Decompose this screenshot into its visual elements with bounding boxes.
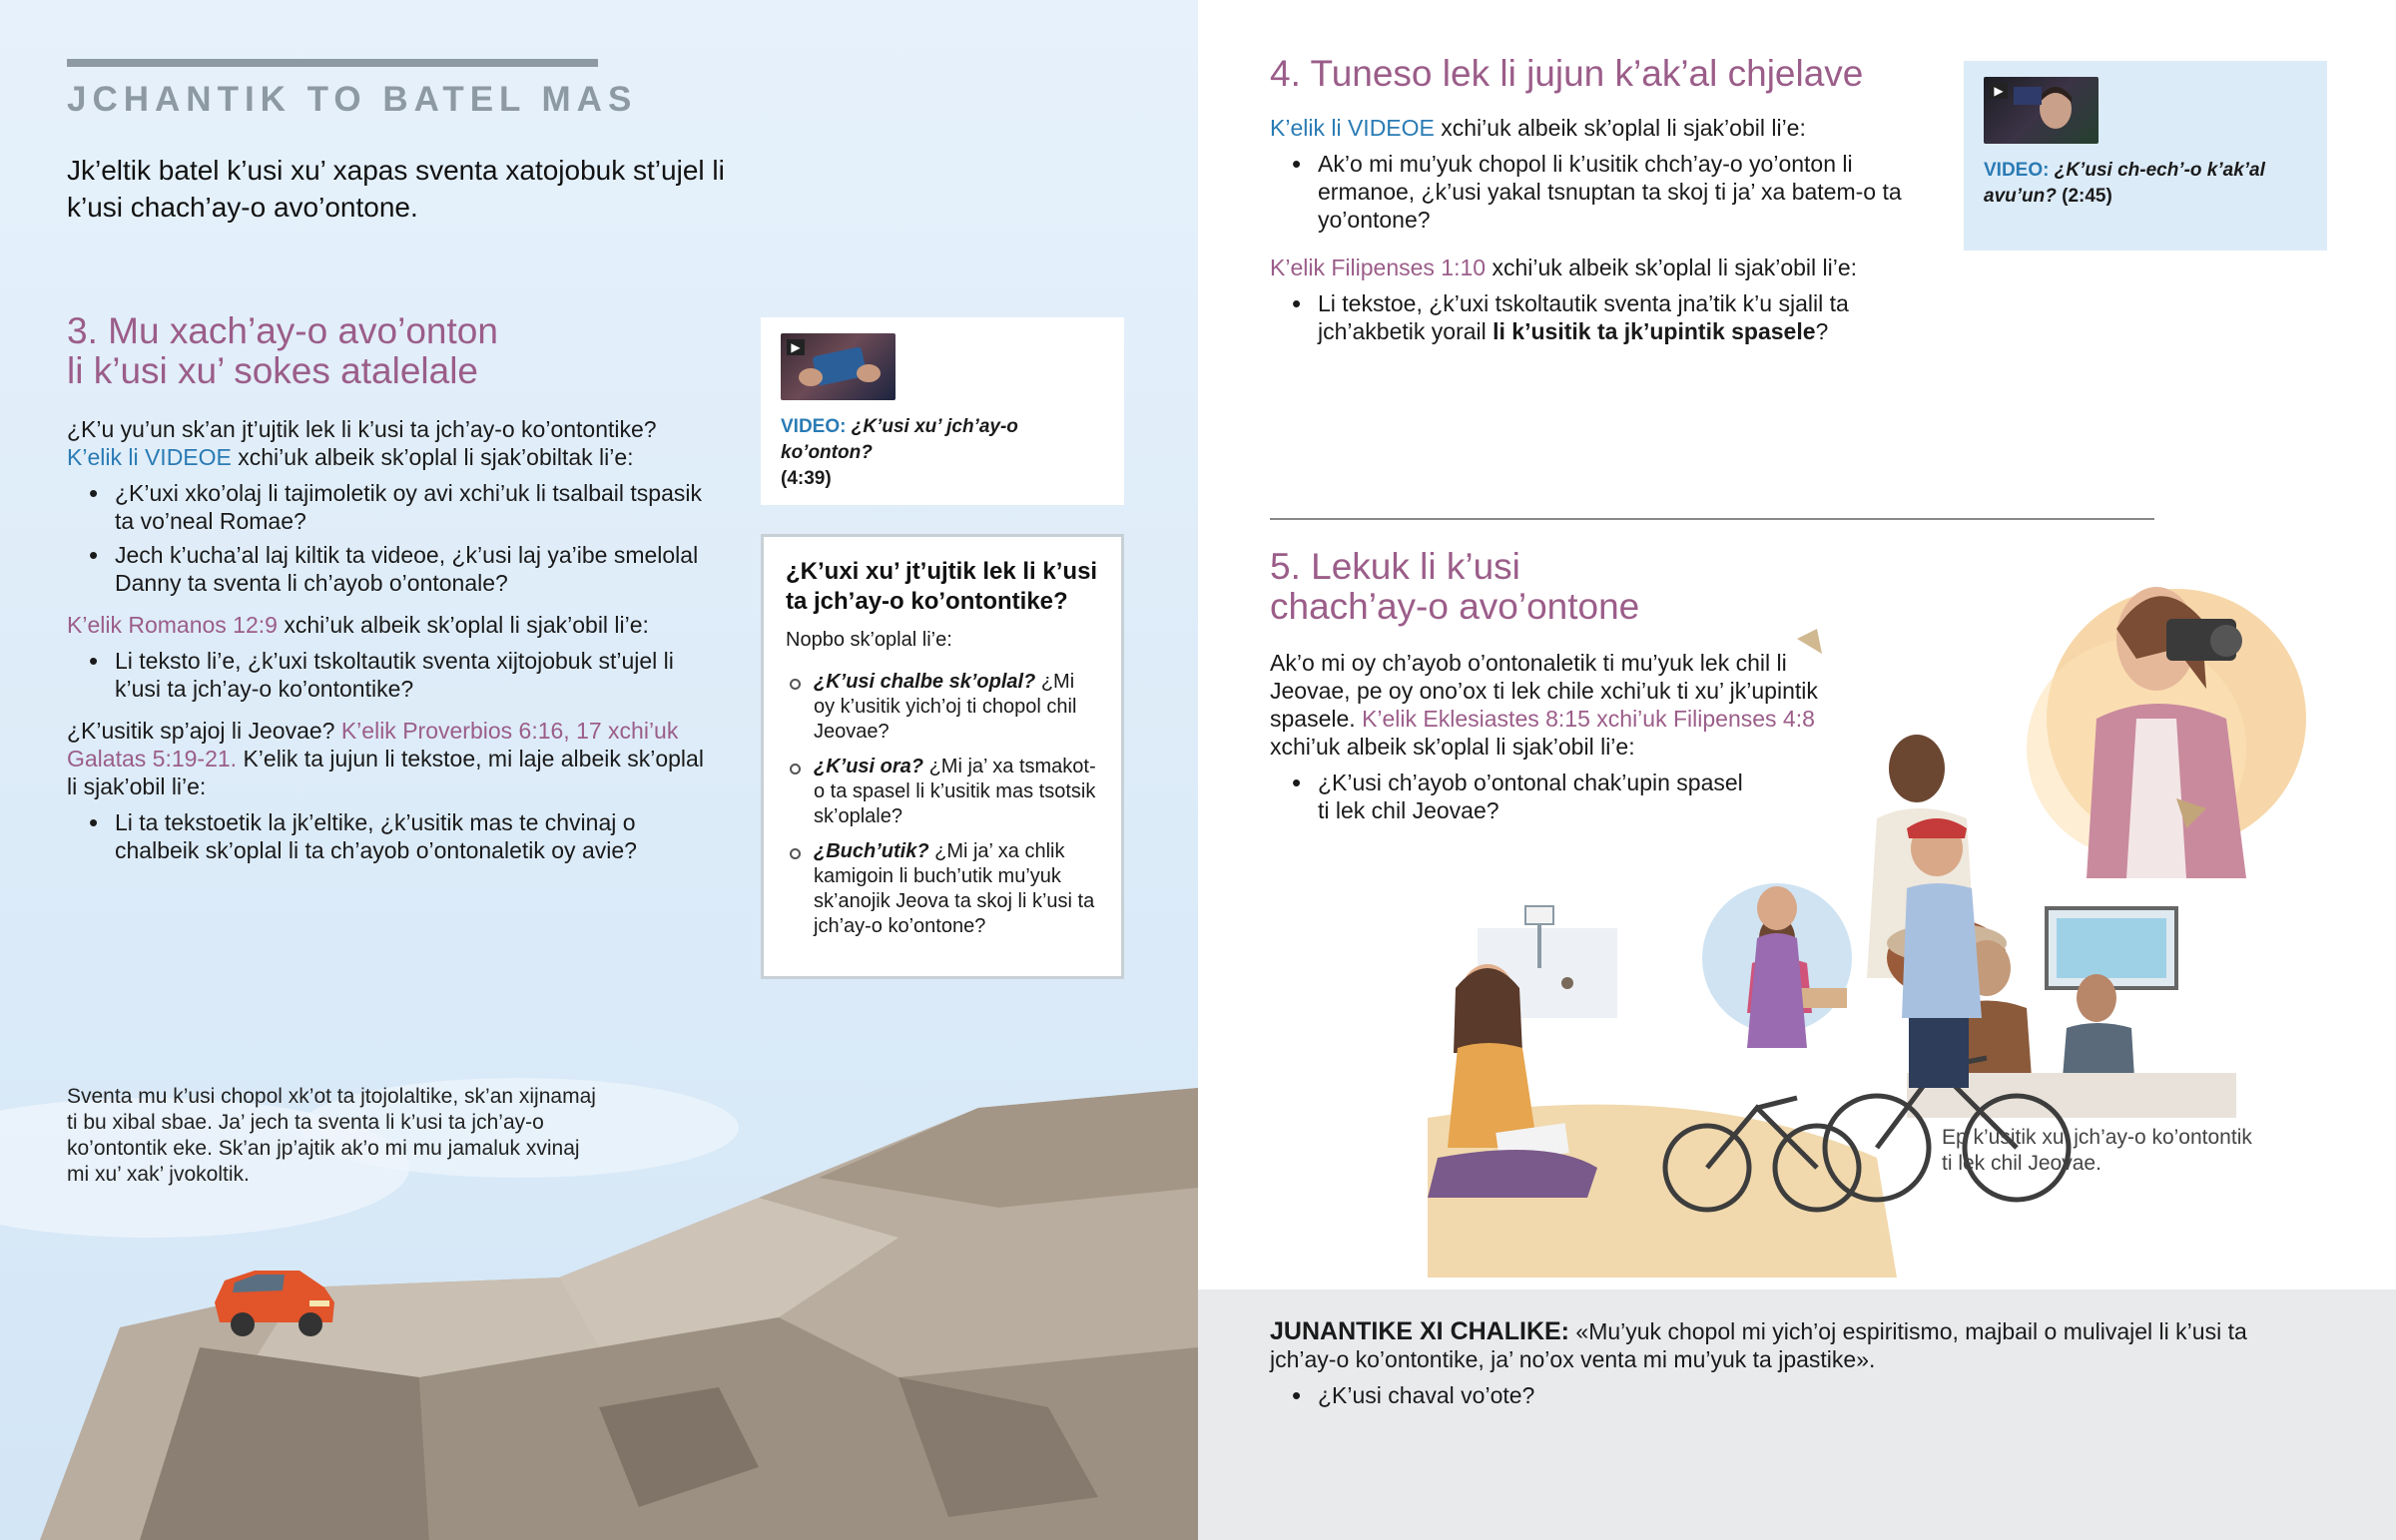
section-3 — [67, 311, 706, 876]
video-duration: (4:39) — [781, 468, 832, 489]
filipenses-ref-link[interactable]: K’elik Filipenses 1:10 — [1270, 255, 1487, 280]
video-caption-1 — [781, 414, 1104, 492]
right-page — [1198, 0, 2396, 1540]
video-label: VIDEO: — [781, 416, 847, 437]
footer-quote — [1270, 1317, 2268, 1373]
section-3-heading — [67, 311, 706, 391]
section-3-heading-line1: 3. Mu xach’ay-o avo’onton — [67, 310, 498, 351]
proverbios-galatas-ref-link[interactable]: K’elik Proverbios 6:16, 17 xchi’uk Galatas 5:19-21. — [67, 718, 679, 771]
cliff-caption: Sventa mu k’usi chopol xk’ot ta jtojolaltike, sk’an xijnamaj ti bu xibal sbae. Ja’ jech ta sventa li k’usi ta jch’ay-o ko’ontontik eke. Sk’an jp’ajtik ak’o mi mu jamaluk xvinaj mi xu’ xak’ jvokoltik. — [67, 1085, 596, 1186]
section-3-p3-tail: K’elik ta jujun li tekstoe, mi laje albeik sk’oplal li sjak’obil li’e: — [67, 746, 704, 799]
video-title[interactable]: ¿K’usi ch-ech’-o k’ak’al avu’un? — [1984, 160, 2265, 207]
intro-text: Jk’eltik batel k’usi xu’ xapas sventa xatojobuk st’ujel li k’usi chach’ay-o avo’ontone. — [67, 155, 725, 223]
section-5-p1-text: Ak’o mi oy ch’ayob o’ontonaletik ti mu’yuk lek chil li Jeovae, pe oy ono’ox ti lek chile xchi’uk ti xu’ jk’upintik spasele. — [1270, 650, 1818, 732]
video-title[interactable]: ¿K’usi xu’ jch’ay-o ko’onton? — [781, 416, 1018, 463]
footer-content — [1270, 1317, 2268, 1421]
section-4-p1-tail: xchi’uk albeik sk’oplal li sjak’obil li’e: — [1434, 115, 1806, 141]
footer-bullets — [1270, 1381, 2268, 1409]
section-3-body — [67, 415, 706, 864]
section-4-p2 — [1270, 254, 2128, 281]
phone-hands-illustration — [781, 333, 896, 400]
video-thumbnail-1[interactable] — [781, 333, 896, 400]
list-item: ¿K’usi ora? ¿Mi ja’ xa tsmakot-o ta spasel li k’usitik mas tsotsik sk’oplale? — [814, 755, 1099, 829]
section-3-bullets-1 — [67, 479, 706, 597]
question-box-list — [786, 670, 1099, 939]
kicker-rule — [67, 59, 598, 67]
question-box-subtitle: Nopbo sk’oplal li’e: — [786, 629, 952, 651]
list-item: • Jech k’ucha’al laj kiltik ta videoe, ¿k’usi laj ya’ibe smelolal Danny ta sventa li ch’ayob o’ontonale? — [115, 541, 706, 597]
section-4-heading: 4. Tuneso lek li jujun k’ak’al chjelave — [1270, 53, 1864, 94]
kicker-title: JCHANTIK TO BATEL MAS — [67, 80, 638, 119]
list-item: ¿Buch’utik? ¿Mi ja’ xa chlik kamigoin li buch’utik mu’yuk sk’anojik Jeova ta skoj li k’usi ta jch’ay-o ko’ontone? — [814, 839, 1099, 939]
hobbies-image-caption: Ep k’usitik xu’ jch’ay-o ko’ontontik ti lek chil Jeovae. — [1942, 1126, 2252, 1175]
section-3-p3 — [67, 717, 706, 800]
section-3-bullets-2 — [67, 647, 706, 703]
romanos-ref-link[interactable]: K’elik Romanos 12:9 — [67, 612, 278, 638]
question-box-title: ¿K’uxi xu’ jt’ujtik lek li k’usi ta jch’ay-o ko’ontontike? — [786, 558, 1098, 615]
section-4-p2-tail: xchi’uk albeik sk’oplal li sjak’obil li’e: — [1486, 255, 1858, 280]
section-3-video-link[interactable]: K’elik li VIDEOE — [67, 444, 232, 470]
list-item: • ¿K’uxi xko’olaj li tajimoletik oy avi xchi’uk li tsalbail tspasik ta vo’neal Romae? — [115, 479, 706, 535]
section-3-p2-tail: xchi’uk albeik sk’oplal li sjak’obil li’e: — [277, 612, 649, 638]
section-5-heading-line1: 5. Lekuk li k’usi — [1270, 546, 1520, 587]
list-item: • Li ta tekstoetik la jk’eltike, ¿k’usitik mas te chvinaj o chalbeik sk’oplal li ta ch’ayob o’ontonaletik oy avie? — [115, 808, 706, 864]
cyclists — [1747, 818, 1982, 1088]
play-icon: ▶ — [1990, 83, 2008, 99]
section-4-video-link[interactable]: K’elik li VIDEOE — [1270, 115, 1435, 141]
video-caption-2 — [1984, 158, 2307, 210]
section-5-heading-line2: chach’ay-o avo’ontone — [1270, 586, 1640, 627]
video-card-2[interactable] — [1964, 61, 2327, 251]
video-thumbnail-2[interactable] — [1984, 77, 2098, 144]
section-3-p3-text: ¿K’usitik sp’ajoj li Jeovae? — [67, 718, 341, 744]
list-item: • Li teksto li’e, ¿k’uxi tskoltautik sventa xijtojobuk st’ujel li k’usi ta jch’ay-o ko’ontontike? — [115, 647, 706, 703]
section-3-p1-text: ¿K’u yu’un sk’an jt’ujtik lek li k’usi ta jch’ay-o ko’ontontike? — [67, 416, 657, 442]
leaf-icon — [1797, 629, 1822, 654]
section-5-p1-tail: xchi’uk albeik sk’oplal li sjak’obil li’e: — [1270, 734, 1635, 760]
footer-label: JUNANTIKE XI CHALIKE: — [1270, 1317, 1570, 1345]
list-item: • Li tekstoe, ¿k’uxi tskoltautik sventa jna’tik k’u sjalil ta jch’akbetik yorail li k’usitik ta jk’upintik spasele? — [1318, 289, 1907, 345]
young-man-illustration — [1984, 77, 2098, 144]
video-card-1[interactable] — [761, 317, 1124, 505]
list-item: • Ak’o mi mu’yuk chopol li k’usitik chch’ay-o yo’onton li ermanoe, ¿k’usi yakal tsnuptan ta skoj ti ja’ xa batem-o ta yo’ontone? — [1318, 150, 1907, 234]
list-item: • ¿K’usi chaval vo’ote? — [1318, 1381, 2268, 1409]
play-icon: ▶ — [787, 339, 805, 355]
footer-quote-text: «Mu’yuk chopol mi yich’oj espiritismo, majbail o mulivajel li k’usi ta jch’ay-o ko’ontontike, ja’ no’ox venta mi mu’yuk ta jpastike». — [1270, 1318, 2247, 1372]
section-4-bullets-2 — [1270, 289, 1907, 345]
list-item: ¿K’usi chalbe sk’oplal? ¿Mi oy k’usitik yich’oj ti chopol chil Jeovae? — [814, 670, 1099, 745]
question-box — [761, 534, 1124, 979]
list-item: • ¿K’usi ch’ayob o’ontonal chak’upin spasel ti lek chil Jeovae? — [1318, 769, 1757, 824]
section-3-bullets-3 — [67, 808, 706, 864]
section-3-p1 — [67, 415, 706, 471]
section-3-p2 — [67, 611, 706, 639]
section-4-bullets-1 — [1270, 150, 1907, 234]
video-label: VIDEO: — [1984, 160, 2050, 181]
section-3-p1-tail: xchi’uk albeik sk’oplal li sjak’obiltak li’e: — [231, 444, 634, 470]
eklesiastes-filipenses-ref-link[interactable]: K’elik Eklesiastes 8:15 xchi’uk Filipenses 4:8 — [1362, 706, 1815, 732]
video-duration: (2:45) — [2056, 186, 2112, 207]
section-3-heading-line2: li k’usi xu’ sokes atalelale — [67, 350, 478, 391]
